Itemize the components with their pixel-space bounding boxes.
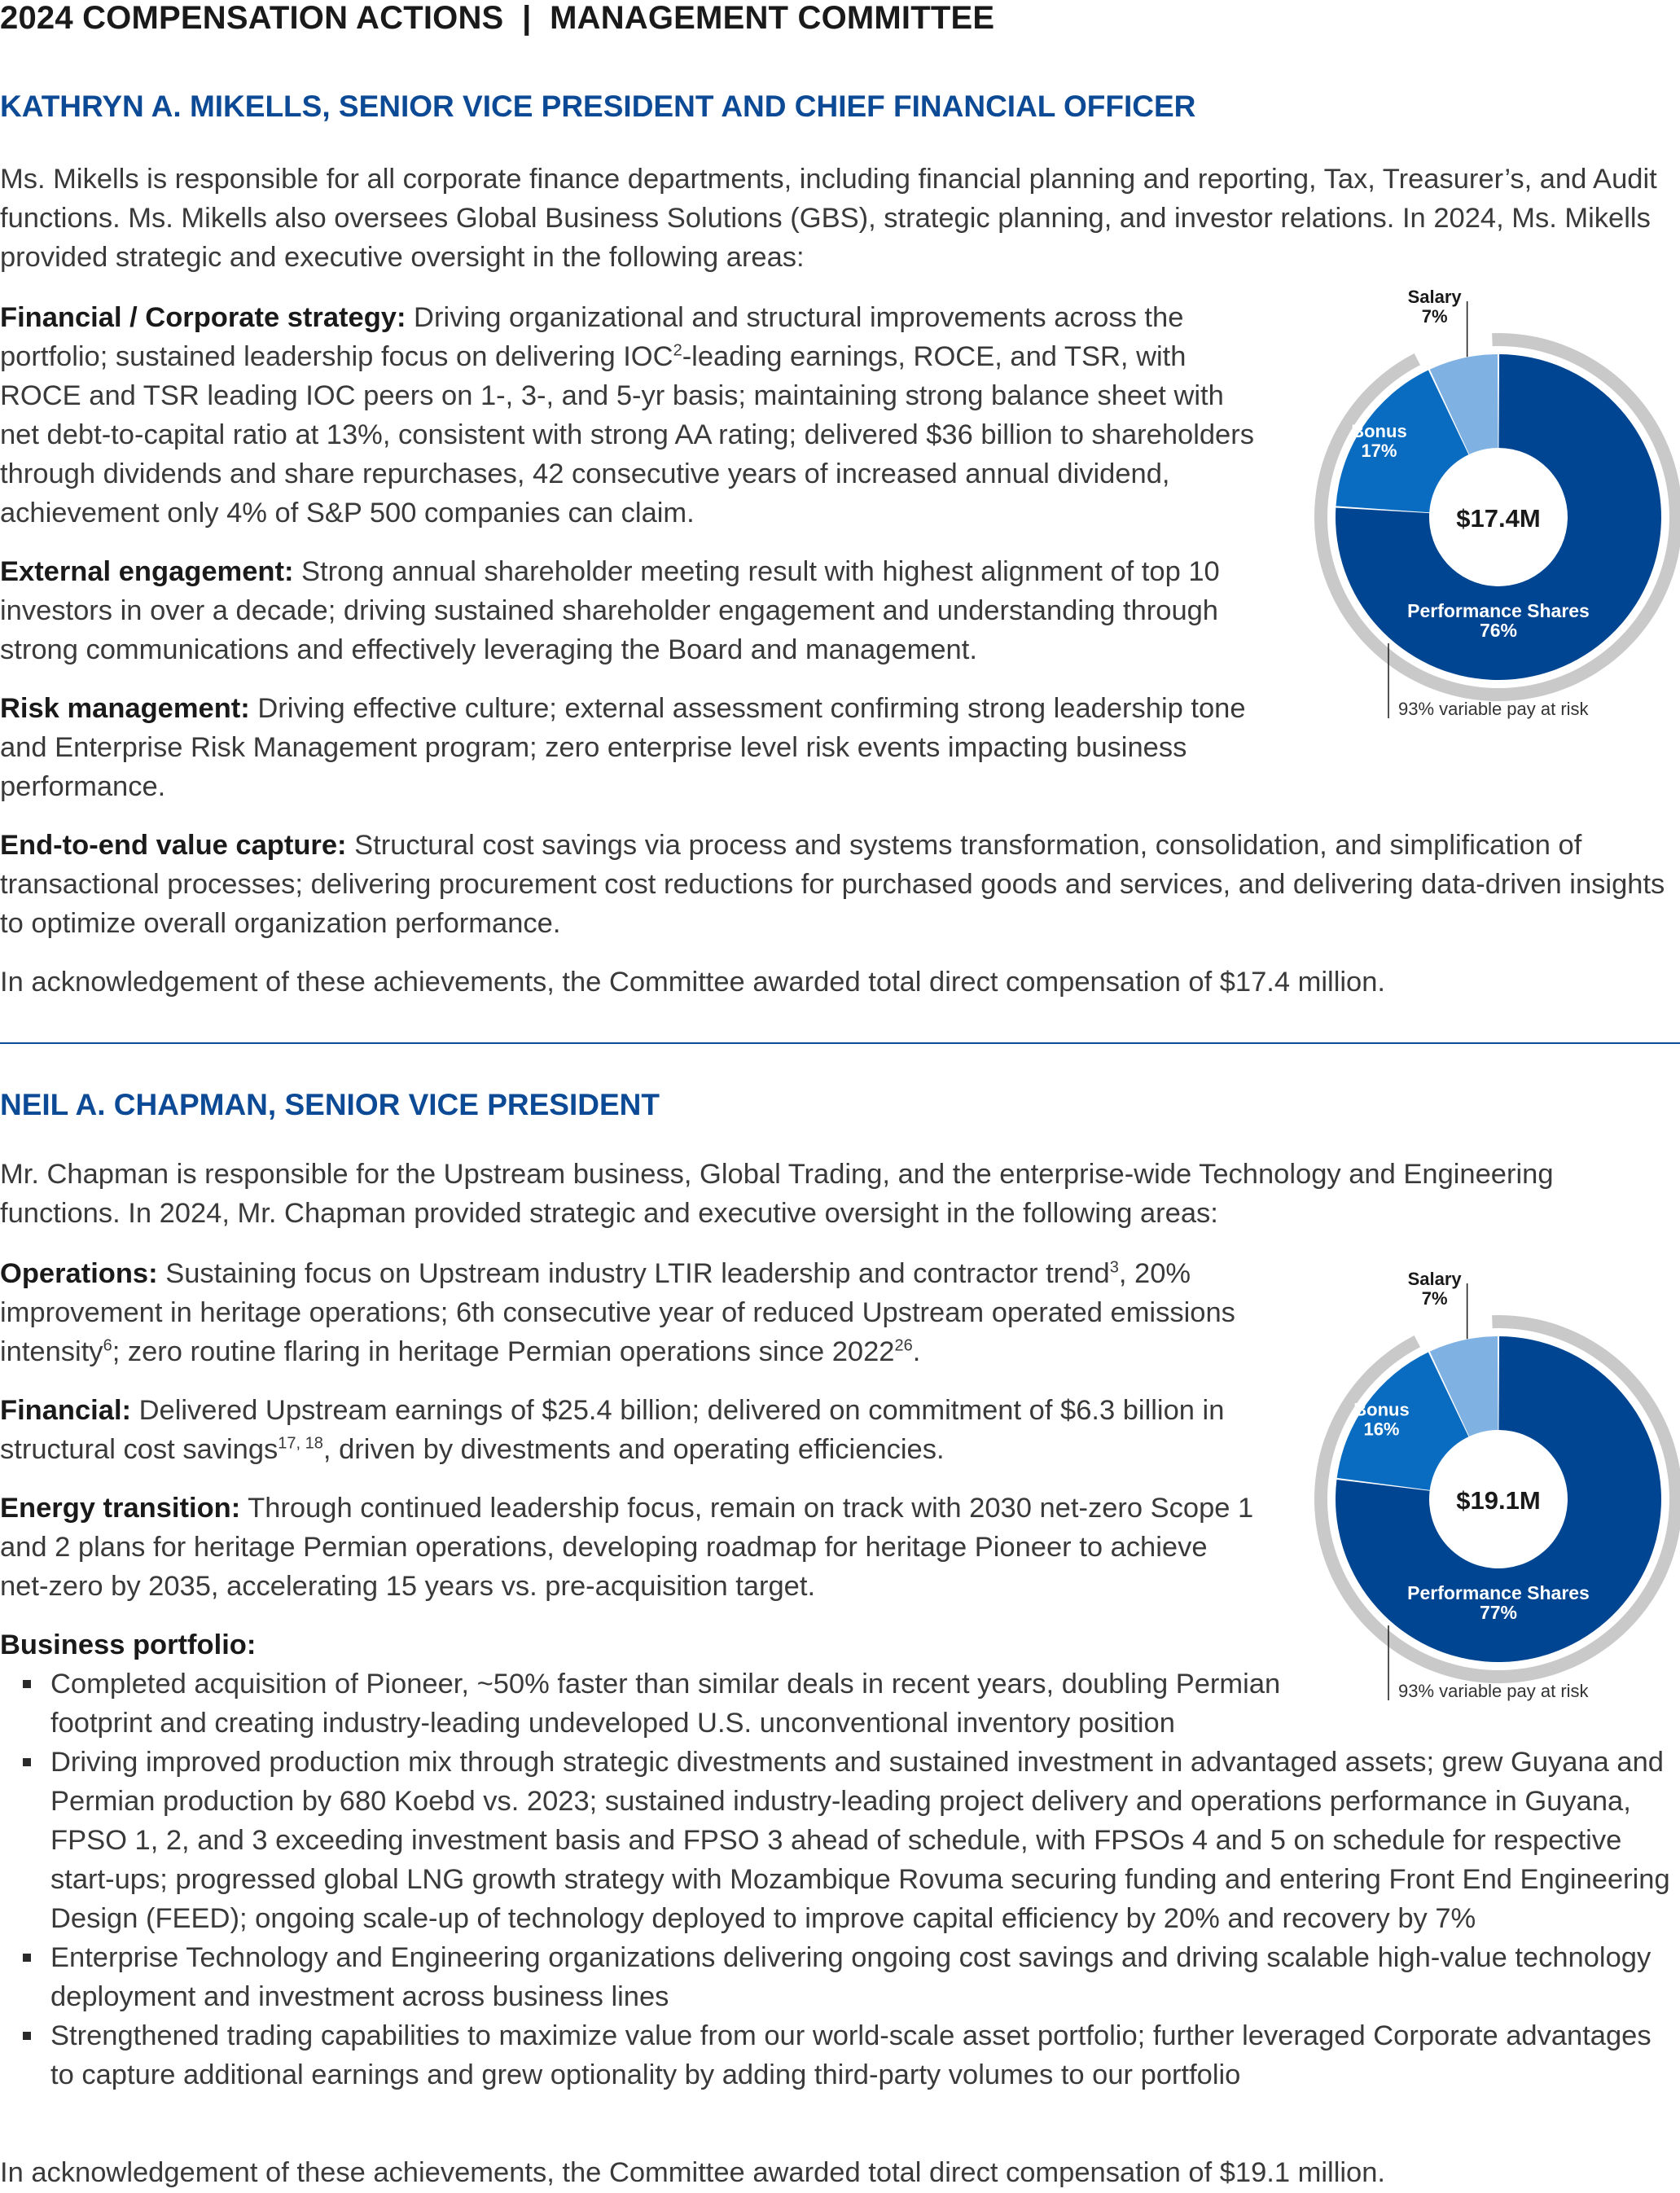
list-item-text: Completed acquisition of Pioneer, ~50% faster than similar deals in recent years, doubling Permian footprint and creating industry-leading undeveloped U.S. unconventional inventory position — [50, 1669, 1281, 1739]
bullet-icon — [23, 1954, 31, 1962]
chapman-operations-paragraph — [0, 1254, 1254, 1371]
chapman-intro: Mr. Chapman is responsible for the Upstream business, Global Trading, and the enterprise-wide Technology and Engineering functions. In 2024, Mr. Chapman provided strategic and executive oversight in the following areas: — [0, 1159, 1554, 1229]
mikells-financial-paragraph — [0, 298, 1270, 533]
section-divider — [0, 1042, 1680, 1044]
chapman-energy-paragraph — [0, 1489, 1254, 1606]
chapman-operations-footnote-a: 3 — [1109, 1258, 1119, 1277]
mikells-pay-mix-chart — [1303, 285, 1680, 741]
mikells-closing: In acknowledgement of these achievements, the Committee awarded total direct compensation of $17.4 million. — [0, 967, 1386, 998]
label-salary: Salary — [1407, 287, 1462, 307]
exec-name-chapman: NEIL A. CHAPMAN, SENIOR VICE PRESIDENT — [0, 1088, 660, 1121]
chapman-operations-text-d: . — [912, 1336, 921, 1367]
mikells-financial-footnote: 2 — [673, 341, 682, 360]
label-salary: Salary — [1407, 1269, 1462, 1289]
chapman-portfolio-label: Business portfolio: — [0, 1629, 257, 1660]
chapman-portfolio-list — [0, 1664, 1680, 2094]
bullet-icon — [23, 1758, 31, 1766]
mikells-financial-text-a: Driving organizational and structural improvements across the portfolio; sustained leadership focus on delivering IOC — [0, 302, 1184, 372]
chapman-operations-footnote-b: 6 — [103, 1336, 112, 1355]
mikells-e2e-paragraph — [0, 826, 1678, 943]
donut-center-label: $17.4M — [1456, 504, 1541, 533]
chapman-operations-text-a: Sustaining focus on Upstream industry LTIR leadership and contractor trend — [157, 1258, 1110, 1289]
chapman-closing: In acknowledgement of these achievements, the Committee awarded total direct compensation of $19.1 million. — [0, 2157, 1386, 2188]
label-bonus-value: 16% — [1363, 1419, 1400, 1440]
chapman-financial-text-a: Delivered Upstream earnings of $25.4 billion; delivered on commitment of $6.3 billion in structural cost savings — [0, 1395, 1225, 1465]
label-bonus-value: 17% — [1361, 440, 1397, 461]
mikells-risk-paragraph — [0, 689, 1254, 806]
label-bonus: Bonus — [1351, 420, 1407, 441]
label-salary-value: 7% — [1421, 306, 1448, 327]
mikells-external-paragraph — [0, 552, 1254, 669]
label-salary-value: 7% — [1421, 1288, 1448, 1309]
chapman-operations-label: Operations: — [0, 1258, 158, 1289]
mikells-e2e-text: Structural cost savings via process and systems transformation, consolidation, and simplification of transactional processes; delivering procurement cost reductions for purchased goods and services, and delivering data-driven insights to optimize overall organization performance. — [0, 830, 1665, 939]
chapman-operations-text-c: ; zero routine flaring in heritage Permian operations since 2022 — [112, 1336, 895, 1367]
mikells-financial-text-b: -leading earnings, ROCE, and TSR, with ROCE and TSR leading IOC peers on 1-, 3-, and 5-yr basis; maintaining strong balance sheet with net debt-to-capital ratio at 13%, consistent with strong AA rating; delivered $36 billion to shareholders through dividends and share repurchases, 42 consecutive years of increased annual dividend, achievement only 4% of S&P 500 companies can claim. — [0, 341, 1254, 529]
list-item — [0, 1938, 1663, 2016]
label-performance-shares-value: 76% — [1479, 620, 1518, 641]
chapman-financial-text-b: , driven by divestments and operating efficiencies. — [322, 1434, 945, 1465]
label-performance-shares-value: 77% — [1479, 1602, 1518, 1623]
chapman-operations-footnote-c: 26 — [894, 1336, 913, 1355]
label-performance-shares: Performance Shares — [1407, 1582, 1590, 1603]
bullet-icon — [23, 2032, 31, 2040]
chapman-financial-footnote: 17, 18 — [278, 1434, 323, 1453]
list-item — [0, 1664, 1296, 1743]
chapman-energy-label: Energy transition: — [0, 1493, 241, 1524]
list-item-text: Strengthened trading capabilities to maximize value from our world-scale asset portfolio; further leveraged Corporate advantages to capture additional earnings and grew optionality by adding third-party volumes to our portfolio — [50, 2020, 1651, 2090]
chapman-portfolio-label-line — [0, 1625, 489, 1664]
chapman-energy-text: Through continued leadership focus, remain on track with 2030 net-zero Scope 1 and 2 plans for heritage Permian operations, developing roadmap for heritage Pioneer to achieve net-zero by 2035, accelerating 15 years vs. pre-acquisition target. — [0, 1493, 1254, 1602]
mikells-external-label: External engagement: — [0, 556, 294, 587]
list-item-text: Driving improved production mix through strategic divestments and sustained investment in advantaged assets; grew Guyana and Permian production by 680 Koebd vs. 2023; sustained industry-leading project delivery and operations performance in Guyana, FPSO 1, 2, and 3 exceeding investment basis and FPSO 3 ahead of schedule, with FPSOs 4 and 5 on schedule for respective start-ups; progressed global LNG growth strategy with Mozambique Rovuma securing funding and entering Front End Engineering Design (FEED); ongoing scale-up of technology deployed to improve capital efficiency by 20% and recovery by 7% — [50, 1747, 1670, 1934]
donut-center-label: $19.1M — [1456, 1486, 1541, 1515]
donut-chart-svg — [1303, 285, 1680, 741]
mikells-intro: Ms. Mikells is responsible for all corporate finance departments, including financial planning and reporting, Tax, Treasurer’s, and Audit functions. Ms. Mikells also oversees Global Business Solutions (GBS), strategic planning, and investor relations. In 2024, Ms. Mikells provided strategic and executive oversight in the following areas: — [0, 164, 1657, 273]
list-item — [0, 2016, 1680, 2094]
list-item — [0, 1743, 1680, 1938]
mikells-external-text: Strong annual shareholder meeting result with highest alignment of top 10 investors in over a decade; driving sustained shareholder engagement and understanding through strong communications and effectively leveraging the Board and management. — [0, 556, 1220, 665]
mikells-e2e-label: End-to-end value capture: — [0, 830, 347, 861]
chapman-pay-mix-chart — [1303, 1267, 1680, 1723]
label-variable-pay: 93% variable pay at risk — [1398, 699, 1589, 719]
bullet-icon — [23, 1680, 31, 1688]
label-variable-pay: 93% variable pay at risk — [1398, 1681, 1589, 1701]
label-performance-shares: Performance Shares — [1407, 600, 1590, 621]
label-bonus: Bonus — [1353, 1399, 1410, 1420]
chapman-financial-label: Financial: — [0, 1395, 132, 1426]
chapman-financial-paragraph — [0, 1391, 1270, 1469]
donut-chart-svg — [1303, 1267, 1680, 1723]
mikells-risk-text: Driving effective culture; external assessment confirming strong leadership tone and Enterprise Risk Management program; zero enterprise level risk events impacting business performance. — [0, 693, 1246, 802]
list-item-text: Enterprise Technology and Engineering organizations delivering ongoing cost savings and driving scalable high-value technology deployment and investment across business lines — [50, 1942, 1651, 2012]
page-title: 2024 COMPENSATION ACTIONS | MANAGEMENT COMMITTEE — [0, 0, 995, 36]
exec-name-mikells: KATHRYN A. MIKELLS, SENIOR VICE PRESIDENT AND CHIEF FINANCIAL OFFICER — [0, 90, 1196, 123]
mikells-risk-label: Risk management: — [0, 693, 250, 724]
mikells-financial-label: Financial / Corporate strategy: — [0, 302, 406, 333]
chapman-operations-text-b: , 20% improvement in heritage operations; 6th consecutive year of reduced Upstream operated emissions intensity — [0, 1258, 1235, 1367]
